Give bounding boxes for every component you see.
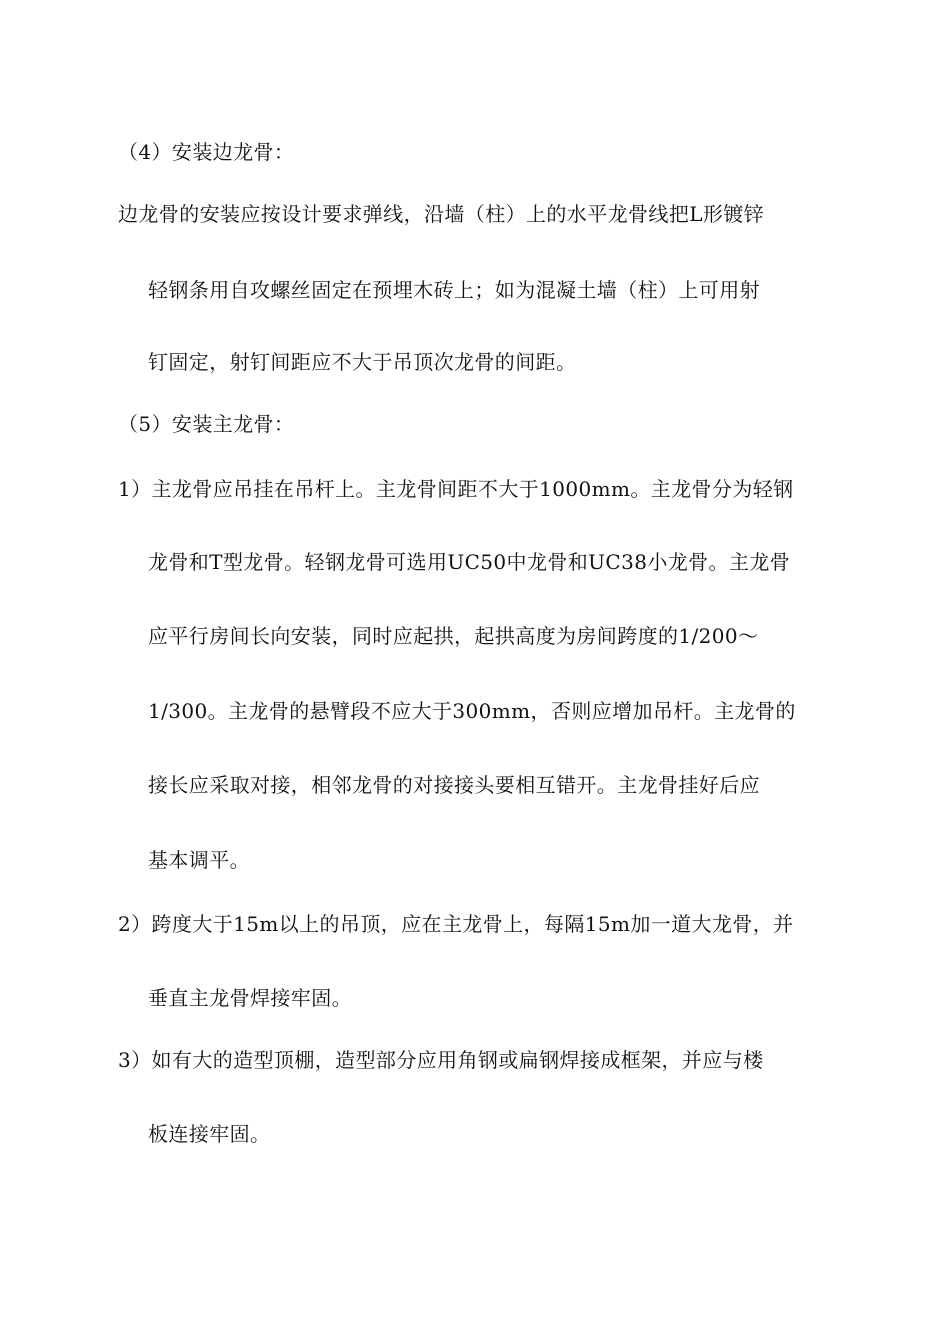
section-4-paragraph-line: 钉固定，射钉间距应不大于吊顶次龙骨的间距。: [148, 350, 577, 374]
list-item-1-line: 应平行房间长向安装，同时应起拱，起拱高度为房间跨度的1/200～: [148, 624, 759, 648]
list-item-1-line: 1/300。主龙骨的悬臂段不应大于300mm，否则应增加吊杆。主龙骨的: [148, 699, 796, 723]
section-4-heading: （4）安装边龙骨：: [118, 140, 295, 164]
list-item-2-line: 2）跨度大于15m以上的吊顶，应在主龙骨上，每隔15m加一道大龙骨，并: [118, 912, 794, 936]
section-4-paragraph-line: 边龙骨的安装应按设计要求弹线，沿墙（柱）上的水平龙骨线把L形镀锌: [118, 202, 765, 226]
section-4-paragraph-line: 轻钢条用自攻螺丝固定在预埋木砖上；如为混凝土墙（柱）上可用射: [148, 278, 760, 302]
list-item-3-line: 板连接牢固。: [148, 1122, 271, 1146]
list-item-1-line: 1）主龙骨应吊挂在吊杆上。主龙骨间距不大于1000mm。主龙骨分为轻钢: [118, 477, 794, 501]
section-5-heading: （5）安装主龙骨：: [118, 412, 295, 436]
list-item-3-line: 3）如有大的造型顶棚，造型部分应用角钢或扁钢焊接成框架，并应与楼: [118, 1048, 764, 1072]
list-item-1-line: 基本调平。: [148, 848, 250, 872]
list-item-1-line: 接长应采取对接，相邻龙骨的对接接头要相互错开。主龙骨挂好后应: [148, 773, 760, 797]
list-item-1-line: 龙骨和T型龙骨。轻钢龙骨可选用UC50中龙骨和UC38小龙骨。主龙骨: [148, 550, 791, 574]
list-item-2-line: 垂直主龙骨焊接牢固。: [148, 986, 352, 1010]
